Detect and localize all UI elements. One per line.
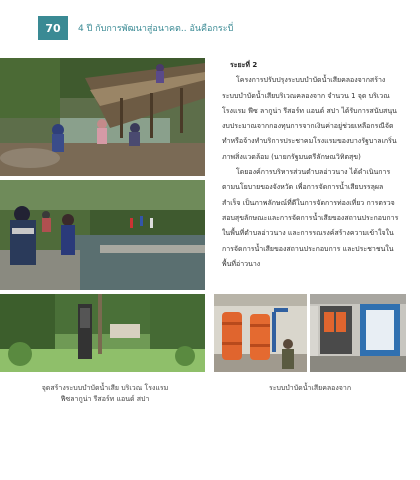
caption-right: ระบบบำบัดน้ำเสียคลองจาก xyxy=(268,384,352,392)
photo-canal-workers xyxy=(0,58,205,176)
article-paragraph-1: โครงการปรับปรุงระบบบำบัดน้ำเสียคลองจากสร้างระบบบำบัดน้ำเสียบริเวณคลองจาก จำนวน 1 จุด บริเวณโรงแรม ฟีซ ลากูน่า รีสอร์ท แอนด์ สปา ได้รับการสนับสนุนงบประมาณจากกองทุนการจากเงินค่าอยู่ช่วยเหลือกรณีจัดทำหรือจ้างทำบริการประชาคมโรงแรมของบางรัฐบาลเกริ่นภาพสิ่งแวดล้อม (นายกรัฐมนตรีลักษณวิทิตสุข) xyxy=(222,76,397,161)
photo-treatment-room xyxy=(310,294,406,372)
page-number-badge: 70 xyxy=(38,16,68,40)
header-title: 4 ปี กับการพัฒนาสู่อนาคต.. อันคือกระบี่ xyxy=(78,24,234,34)
article-paragraph-2: โดยองค์การบริหารส่วนตำบลอ่าวนาง ได้ดำเนินการตามนโยบายของจังหวัด เพื่อการจัดการน้ำเสียบรรลุผลสำเร็จ เป็นภาพลักษณ์ที่ดีในการจัดการท่องเที่ยว การตรวจสอบสุขลักษณะและการจัดการน้ำเสียของสถานประกอบการในพื้นที่ตำบลอ่าวนาง และการรณรงค์สร้างความเข้าใจในการจัดการน้ำเสียของสถานประกอบการ และประชาชนในพื้นที่อ่าวนาง xyxy=(222,168,399,268)
article-text xyxy=(222,58,400,272)
article-heading: ระยะที่ 2 xyxy=(230,61,258,69)
photo-treatment-tanks xyxy=(214,294,307,372)
photo-garden-site xyxy=(0,294,205,372)
caption-left: จุดสร้างระบบบำบัดน้ำเสีย บริเวณ โรงแรมฟีซลากูน่า รีสอร์ท แอนด์ สปา xyxy=(41,384,169,403)
photo-stream-visit xyxy=(0,180,205,290)
